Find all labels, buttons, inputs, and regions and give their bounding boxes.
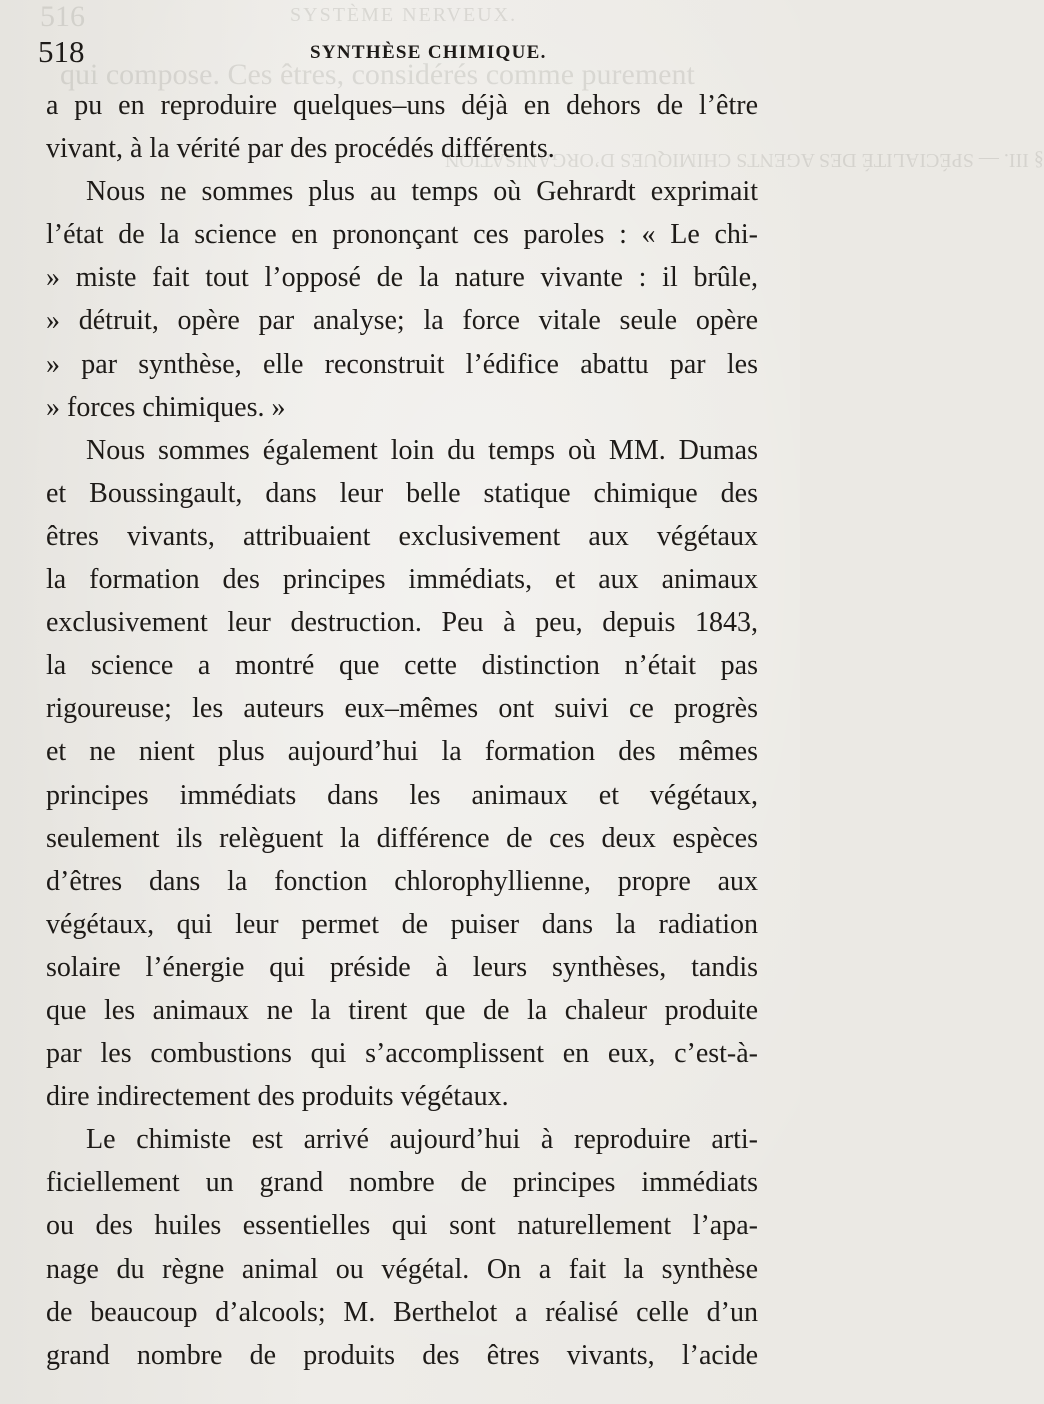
text-line: » par synthèse, elle reconstruit l’édifice abattu par les: [46, 348, 758, 380]
text-line: dire indirectement des produits végétaux.: [46, 1081, 509, 1113]
text-line: » détruit, opère par analyse; la force vitale seule opère: [46, 305, 758, 337]
text-line: seulement ils relèguent la différence de ces deux espèces: [46, 822, 758, 854]
page-header: [38, 34, 760, 74]
book-page: 516 SYSTÈME NERVEUX. qui compose. Ces êtres, considérés comme purement § III. — SPÉCIALITÉ DES AGENTS CHIMIQUES D’ORGANISATION. 518 SYNTHÈSE CHIMIQUE. a pu en reproduire quelques–uns déjà en dehors de l’être vivant, à la vérité par des procédés différents. Nous ne sommes plus au temps où Gehrardt exprimait l’état de la science en prononçant ces paroles : « Le chi- » miste fait tout l’opposé de la nature vivante : il brûle, » détruit, opère par analyse; la force vitale seule opère » par synthèse, elle reconstruit l’édifice abattu par les » forces chimiques. » Nous sommes également loin du temps où MM. Dumas et Boussingault, dans leur belle statique chimique des êtres vivants, attribuaient exclusivement aux végétaux la formation des principes immédiats, et aux animaux exclusivement leur destruction. Peu à peu, depuis 1843, la science a montré que cette distinction n’était pas rigoureuse; les auteurs eux–mêmes ont suivi ce progrès et ne nient plus aujourd’hui la formation des mêmes principes immédiats dans les animaux et végétaux, seulement ils relèguent la différence de ces deux espèces d’êtres dans la fonction chlorophyllienne, propre aux végétaux, qui leur permet de puiser dans la radiation solaire l’énergie qui préside à leurs synthèses, tandis que les animaux ne la tirent que de la chaleur produite par les combustions qui s’accomplissent en eux, c’est-à- dire indirectement des produits végétaux. Le chimiste est arrivé aujourd’hui à reproduire arti- ficiellement un grand nombre de principes immédiats ou des huiles essentielles qui sont naturellement l’apa- nage du règne animal ou végétal. On a fait la synthèse de beaucoup d’alcools; M. Berthelot a réalisé celle d’un grand nombre de produits des êtres vivants, l’acide: [0, 0, 800, 1404]
text-line: rigoureuse; les auteurs eux–mêmes ont suivi ce progrès: [46, 693, 758, 725]
text-line: êtres vivants, attribuaient exclusivement aux végétaux: [46, 520, 758, 552]
text-line: la science a montré que cette distinction n’était pas: [46, 650, 758, 682]
text-line: végétaux, qui leur permet de puiser dans la radiation: [46, 908, 758, 940]
text-line: ficiellement un grand nombre de principes immédiats: [46, 1167, 758, 1199]
body-text: [46, 84, 758, 1377]
text-line: a pu en reproduire quelques–uns déjà en dehors de l’être: [46, 90, 758, 121]
text-line: nage du règne animal ou végétal. On a fait la synthèse: [46, 1253, 758, 1285]
text-line: grand nombre de produits des êtres vivants, l’acide: [46, 1339, 758, 1371]
text-line: et Boussingault, dans leur belle statique chimique des: [46, 477, 758, 509]
text-line: Nous ne sommes plus au temps où Gehrardt exprimait: [86, 176, 758, 208]
page-number: 518: [38, 34, 85, 69]
text-line: exclusivement leur destruction. Peu à peu, depuis 1843,: [46, 607, 758, 639]
text-line: ou des huiles essentielles qui sont naturellement l’apa-: [46, 1210, 758, 1242]
text-line: » miste fait tout l’opposé de la nature vivante : il brûle,: [46, 262, 758, 294]
text-line: Le chimiste est arrivé aujourd’hui à reproduire arti-: [86, 1124, 758, 1156]
text-line: de beaucoup d’alcools; M. Berthelot a réalisé celle d’un: [46, 1296, 758, 1328]
running-title: SYNTHÈSE CHIMIQUE.: [310, 42, 547, 63]
text-line: Nous sommes également loin du temps où MM. Dumas: [86, 434, 758, 466]
text-line: par les combustions qui s’accomplissent en eux, c’est-à-: [46, 1038, 758, 1070]
text-line: l’état de la science en prononçant ces paroles : « Le chi-: [46, 219, 758, 251]
text-line: et ne nient plus aujourd’hui la formation des mêmes: [46, 736, 758, 768]
text-line: que les animaux ne la tirent que de la chaleur produite: [46, 994, 758, 1026]
text-line: vivant, à la vérité par des procédés différents.: [46, 133, 555, 165]
text-line: d’êtres dans la fonction chlorophyllienne, propre aux: [46, 865, 758, 897]
text-line: la formation des principes immédiats, et aux animaux: [46, 564, 758, 596]
text-line: principes immédiats dans les animaux et végétaux,: [46, 779, 758, 811]
text-line: » forces chimiques. »: [46, 391, 286, 423]
text-line: solaire l’énergie qui préside à leurs synthèses, tandis: [46, 951, 758, 983]
